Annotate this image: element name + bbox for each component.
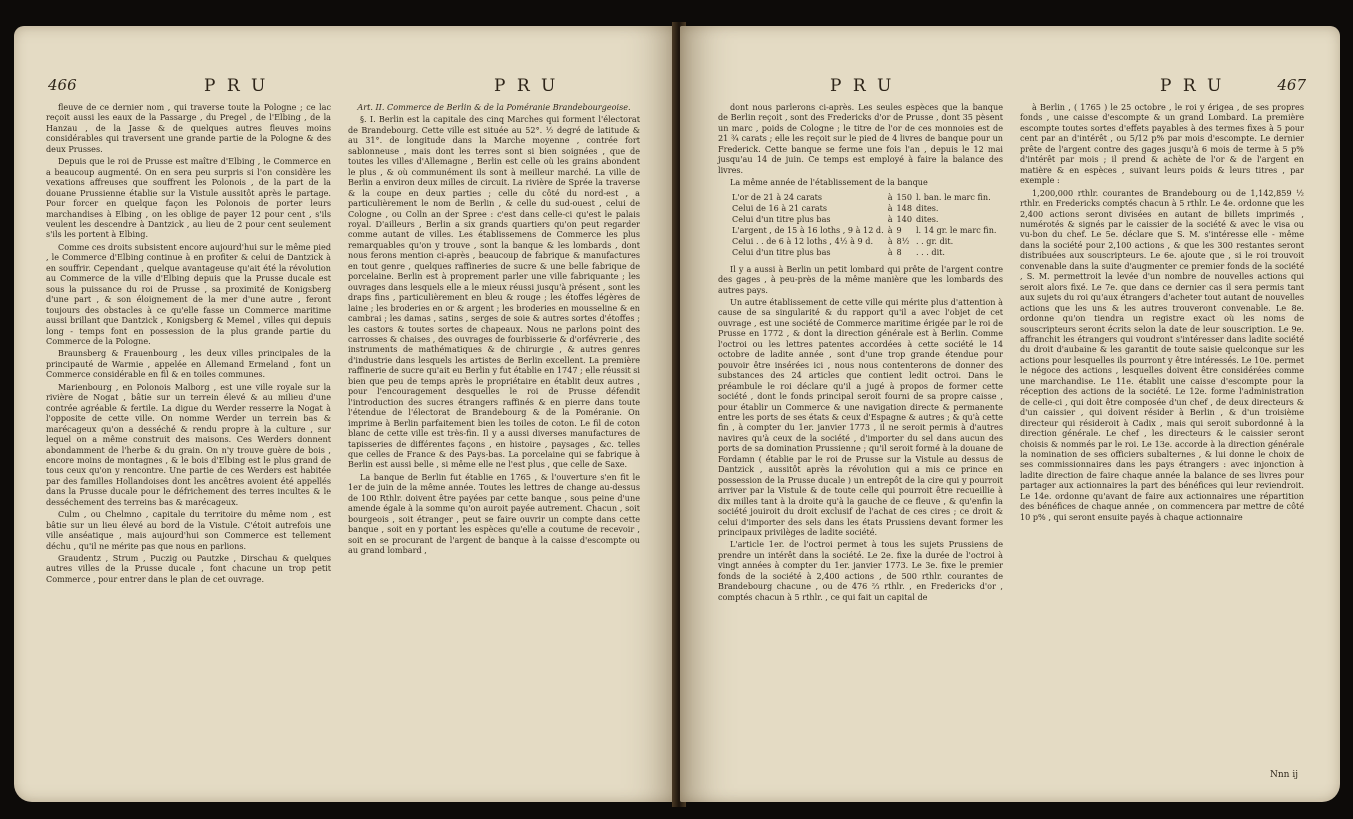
left-column-1 — [46, 102, 331, 586]
paragraph: Il y a aussi à Berlin un petit lombard qui prête de l'argent contre des gages , à peu-près de la même manière que les lombards des autres pays. — [718, 263, 1003, 295]
rate-row — [730, 236, 999, 247]
rate-item: Celui . . de 6 à 12 loths , 4½ à 9 d. — [732, 235, 874, 246]
rate-row — [730, 192, 999, 203]
running-head-right-col2: P R U — [1160, 76, 1225, 96]
paragraph: dont nous parlerons ci-après. Les seules espèces que la banque de Berlin reçoit , sont des Fredericks d'or de Prusse , dont 35 pèsent un marc , poids de Cologne ; le titre de l'or de ces monnoies est de 21 ¾ carats ; elle les reçoit sur le pied de 4 livres de banque pour un Frederick. Cette banque se ferme une fois l'an , depuis le 12 mai jusqu'au 14 de juin. Ce temps est employé à faire la balance des livres. — [718, 102, 1003, 175]
rate-unit: dites. — [915, 213, 939, 224]
left-column-2 — [348, 102, 640, 557]
rate-item: Celui de 16 à 21 carats — [732, 202, 828, 213]
article-title: Art. II. Commerce de Berlin & de la Poméranie Brandebourgeoise. — [357, 102, 631, 112]
running-head-right-col1: P R U — [830, 76, 895, 96]
paragraph: Marienbourg , en Polonois Malborg , est une ville royale sur la rivière de Nogat , bâtie sur un terrein élevé & au milieu d'une contrée agréable & fertile. La digue du Werder resserre la Nogat à l'opposite de cette ville. On nomme Werder un terrein bas & marécageux qu'on a desséché & rendu propre à la culture , sur lequel on a même construit des maisons. Ces Werders donnent abondamment de l'herbe & du grain. On n'y trouve guère de bois , encore moins de montagnes , & le bois d'Elbing est le plus grand de tous ceux qu'on y rencontre. Une partie de ces Werders est habitée par des familles Hollandoises dont les ancêtres avoient été appellés dans la Prusse ducale pour le défrichement des terres incultes & le desséchement des terreins bas & marécageux. — [46, 381, 331, 507]
rate-at: à — [887, 202, 893, 213]
paragraph: Culm , ou Chelmno , capitale du territoire du même nom , est bâtie sur un lieu élevé au bord de la Vistule. C'étoit autrefois une ville anséatique , mais aujourd'hui son Commerce est tellement déchu , qu'il ne mérite pas que nous en parlions. — [46, 509, 331, 551]
paragraph: à Berlin , ( 1765 ) le 25 octobre , le roi y érigea , de ses propres fonds , une caisse d'escompte & un grand Lombard. La première escompte toutes sortes d'effets payables à des termes fixes à 5 pour cent par an d'intérêt , ou 5/12 p% par mois d'escompte. Le dernier prête de l'argent contre des gages jusqu'à 6 mois de terme à 5 p% d'intérêt par mois ; il prend & achète de l'or & de l'argent en matière & en espèces , suivant leurs poids & leurs titres , par exemple : — [1020, 102, 1304, 186]
right-column-1 — [718, 102, 1003, 604]
running-head-left-col2: P R U — [494, 76, 559, 96]
rate-item: L'or de 21 à 24 carats — [732, 191, 823, 202]
open-book — [8, 12, 1345, 812]
paragraph: Braunsberg & Frauenbourg , les deux villes principales de la principauté de Warmie , appelée en Allemand Ermeland , font un Commerce considérable en fil & en toiles communes. — [46, 348, 331, 380]
paragraph: §. I. Berlin est la capitale des cinq Marches qui forment l'électorat de Brandebourg. Cette ville est située au 52°. ½ degré de latitude & au 31°. de longitude dans la Marche moyenne , contrée fort sablonneuse , mais dont les terres sont si bien soignées , que de toutes les villes d'Allemagne , Berlin est celle où les grains abondent le plus , & où communément ils sont à meilleur marché. La ville de Berlin a environ deux milles de circuit. La rivière de Sprée la traverse & la coupe en deux parties ; celle du côté du nord-est , a particulièrement le nom de Berlin , & celle du sud-ouest , celui de Cologne , ou Colln an der Spree : c'est dans celle-ci qu'est le palais royal. D'ailleurs , Berlin a six grands quartiers qu'on peut regarder comme autant de villes. Les établissemens de Commerce les plus remarquables qu'on y trouve , sont la banque & les lombards , dont nous ferons mention ci-après , beaucoup de fabrique & manufactures en tout genre , quelques raffineries de sucre & une belle fabrique de porcelaine. Berlin est à proprement parler une ville fabriquante ; les ouvrages dans lesquels elle a le mieux réussi jusqu'à présent , sont les draps fins , particulièrement en bleu & rouge ; les étoffes légères de laine ; les broderies en or & argent ; les broderies en mousseline & en cambrai ; les damas , satins , serges de soie & autres sortes d'étoffes ; les castors & toutes sortes de chapeaux. Nous ne parlons point des carrosses & chaises , des ouvrages de fourbisserie & d'orfévrerie , des instruments de mathématiques & de chirurgie , & autres genres d'industrie dans lesquels les artistes de Berlin excellent. La première raffinerie de sucre qu'ait eu Berlin y fut établie en 1747 ; elle réussit si bien que peu de temps après le propriétaire en établit deux autres , pour l'encouragement desquelles le roi de Prusse défendit l'introduction des sucres étrangers raffinés & en pierre dans toute l'étendue de l'électorat de Brandebourg & de la Poméranie. On imprime à Berlin parfaitement bien les toiles de coton. Le fil de coton blanc de cette ville est très-fin. Il y a aussi diverses manufactures de tapisseries de différentes façons , en histoire , paysages , &c. telles que celles de France & des Pays-bas. La porcelaine qui se fabrique à Berlin est aussi belle , si même elle ne l'est plus , que celle de Saxe. — [348, 114, 641, 470]
rate-unit: l. 14 gr. le marc fin. — [915, 224, 997, 235]
right-column-2 — [1020, 102, 1304, 524]
rate-unit: l. ban. le marc fin. — [915, 191, 991, 202]
paragraph: L'article 1er. de l'octroi permet à tous les sujets Prussiens de prendre un intérêt dans la société. Le 2e. fixe la durée de l'octroi à vingt années à compter du 1er. janvier 1773. Le 3e. fixe le premier fonds de la société à 2,400 actions , de 500 rthlr. courantes de Brandebourg chacune , ou de 476 ⅔ rthlr. , en Fredericks d'or , comptés chacun à 5 rthlr. , ce qui fait un capital de — [718, 539, 1003, 602]
paragraph: La même année de l'établissement de la banque — [730, 177, 928, 188]
rate-val: 8½ — [896, 235, 910, 246]
paragraph: La banque de Berlin fut établie en 1765 , & l'ouverture s'en fit le 1er de juin de la même année. Toutes les lettres de change au-dessus de 100 Rthlr. doivent être payées par cette banque , sous peine d'une amende égale à la somme qu'on auroit payée autrement. Chacun , soit bourgeois , soit étranger , peut se faire ouvrir un compte dans cette banque , soit en y portant les espèces qu'elle a coutume de recevoir , soit en se procurant de l'argent de banque à la caisse d'escompte ou au grand lombard , — [348, 471, 640, 556]
rate-at: à — [887, 213, 893, 224]
rate-at: à — [887, 235, 893, 246]
rate-val: 148 — [896, 202, 912, 213]
paragraph: Depuis que le roi de Prusse est maître d'Elbing , le Commerce en a beaucoup augmenté. On en sera peu surpris si l'on considère les vexations affreuses que souffrent les Polonois , de la part de la douane Prussienne établie sur la Vistule aussitôt après le partage. Pour forcer en quelque façon les Polonois de porter leurs marchandises à Elbing , on les oblige de payer 12 pour cent , s'ils veulent les descendre à Dantzick , au lieu de 2 pour cent seulement s'ils les portent à Elbing. — [46, 156, 331, 240]
page-number-right: 467 — [1277, 76, 1306, 94]
paragraph: Graudentz , Strum , Puczig ou Pautzke , Dirschau & quelques autres villes de la Prusse ducale , font chacune un trop petit Commerce , pour entrer dans le plan de cet ouvrage. — [46, 553, 331, 584]
right-page — [680, 26, 1340, 802]
running-head-left-col1: P R U — [204, 76, 269, 96]
rate-item: Celui d'un titre plus bas — [732, 246, 831, 257]
signature-mark: Nnn ij — [1270, 770, 1298, 780]
rate-val: 8 — [896, 246, 902, 257]
rate-item: Celui d'un titre plus bas — [732, 213, 831, 224]
rate-at: à — [887, 191, 893, 202]
page-number-left: 466 — [48, 76, 77, 94]
precious-metal-rates-table — [730, 192, 999, 258]
paragraph: 1,200,000 rthlr. courantes de Brandebourg ou de 1,142,859 ½ rthlr. en Fredericks comptés chacun à 5 rthlr. Le 4e. ordonne que les 2,400 actions seront divisées en autant de billets imprimés , numérotés & signés par le caissier de la société & avec le visa ou vu-bon du chef. Le 5e. déclare que S. M. s'intéresse elle - même dans la société pour 2,100 actions , & que les 300 restantes seront distribuées aux souscripteurs. Le 6e. ajoute que , si le roi trouvoit convenable dans la suite d'augmenter ce premier fonds de la société , S. M. permettroit la levée d'un nombre de nouvelles actions qui seroit alors fixé. Le 7e. que dans ce dernier cas il sera permis tant aux sujets du roi qu'aux étrangers d'acheter tout autant de nouvelles actions que les uns & les autres trouveront convenable. Le 8e. ordonne qu'on tiendra un registre exact où les noms de souscripteurs seront écrits selon la date de leur souscription. Le 9e. affranchit les étrangers qui voudront s'intéresser dans ladite société du droit d'aubaine & les garantit de toute saisie quelconque sur les actions pour lesquelles ils pourront y être intéressés. Le 10e. permet le négoce des actions , lesquelles doivent être considérées comme une marchandise. Le 11e. établit une caisse d'escompte pour la réception des actions de la société. Le 12e. forme l'administration de celle-ci , qui doit être composée d'un chef , de deux directeurs & d'un caissier , qui doivent résider à Berlin , & d'un troisième directeur qui résideroit à Cadix , mais qui seroit subordonné à la direction générale. Le chef , les directeurs & le caissier seront choisis & nommés par le roi. Le 13e. accorde à la direction générale la nomination de ses officiers subalternes , & lui donne le choix de ses commissionnaires dans les pays étrangers : avec injonction à ladite direction de faire chaque année la balance de ses livres pour partager aux actionnaires la part des bénéfices qui leur reviendroit. Le 14e. ordonne qu'avant de faire aux actionnaires une répartition des bénéfices de chaque année , on commencera par mettre de côté 10 p% , qui seront ensuite payés à chaque actionnaire — [1020, 187, 1304, 522]
rate-row — [730, 247, 999, 258]
rate-row — [730, 225, 999, 236]
rate-val: 9 — [896, 224, 902, 235]
rate-row — [730, 203, 999, 214]
rate-unit: dites. — [915, 202, 939, 213]
rate-unit: . . . dit. — [915, 246, 946, 257]
rate-val: 140 — [896, 213, 912, 224]
rate-at: à — [887, 224, 893, 235]
rate-item: L'argent , de 15 à 16 loths , 9 à 12 d. — [732, 224, 884, 235]
rate-unit: . . gr. dit. — [915, 235, 954, 246]
rate-val: 150 — [896, 191, 912, 202]
rate-at: à — [887, 246, 893, 257]
paragraph: fleuve de ce dernier nom , qui traverse toute la Pologne ; ce lac reçoit aussi les eaux de la Passarge , du Pregel , de l'Elbing , de la Hanzau , de la Jasse & de quelques autres fleuves moins considérables qui traversent une grande partie de la Pologne & des deux Prusses. — [46, 102, 331, 154]
rate-row — [730, 214, 999, 225]
paragraph: Comme ces droits subsistent encore aujourd'hui sur le même pied , le Commerce d'Elbing continue à en profiter & celui de Dantzick à en souffrir. Cependant , quelque avantageuse qu'ait été la révolution au Commerce de la ville d'Elbing depuis que la Prusse ducale est sous la puissance du roi de Prusse , sa proximité de Konigsberg d'une part , & son éloignement de la mer d'une autre , feront toujours des obstacles à ce qu'elle fasse un Commerce maritime aussi brillant que Dantzick , Konigsberg & Memel , villes qui depuis long - temps font en possession de la plus grande partie du Commerce de la Pologne. — [46, 241, 331, 346]
paragraph: Un autre établissement de cette ville qui mérite plus d'attention à cause de sa singularité & du rapport qu'il a avec l'objet de cet ouvrage , est une société de Commerce maritime érigée par le roi de Prusse en 1772 , & dont la direction générale est à Berlin. Comme l'octroi ou les lettres patentes accordées à cette société le 14 octobre de ladite année , sont d'une trop grande étendue pour pouvoir être insérées ici , nous nous contenterons de donner des substances des 24 articles que contient ledit octroi. Dans le préambule le roi déclare qu'il a jugé à propos de former cette société , dont le fonds principal seroit fourni de sa propre caisse , pour établir un Commerce & une navigation directe & permanente entre les ports de ses états & ceux d'Espagne & autres ; & qu'à cette fin , à compter du 1er. janvier 1773 , il ne seroit permis à d'autres navires qu'à ceux de la société , d'importer du sel dans aucun des ports de sa domination Prussienne ; qu'il seroit formé à la douane de Fordamn ( établie par le roi de Prusse sur la Vistule au dessus de Dantzick , aussitôt après la révolution qui a mis ce prince en possession de la Prusse ducale ) un entrepôt de la cire qui y pourroit arriver par la Vistule & de toute celle qui pourroit être recueillie à dix milles tant à la droite qu'à la gauche de ce fleuve , & qu'enfin la société jouiroit du droit exclusif de l'achat de ces cires ; ce droit & celui d'importer des sels dans les états Prussiens devant former les principaux privilèges de ladite société. — [718, 296, 1003, 537]
left-page — [14, 26, 678, 802]
